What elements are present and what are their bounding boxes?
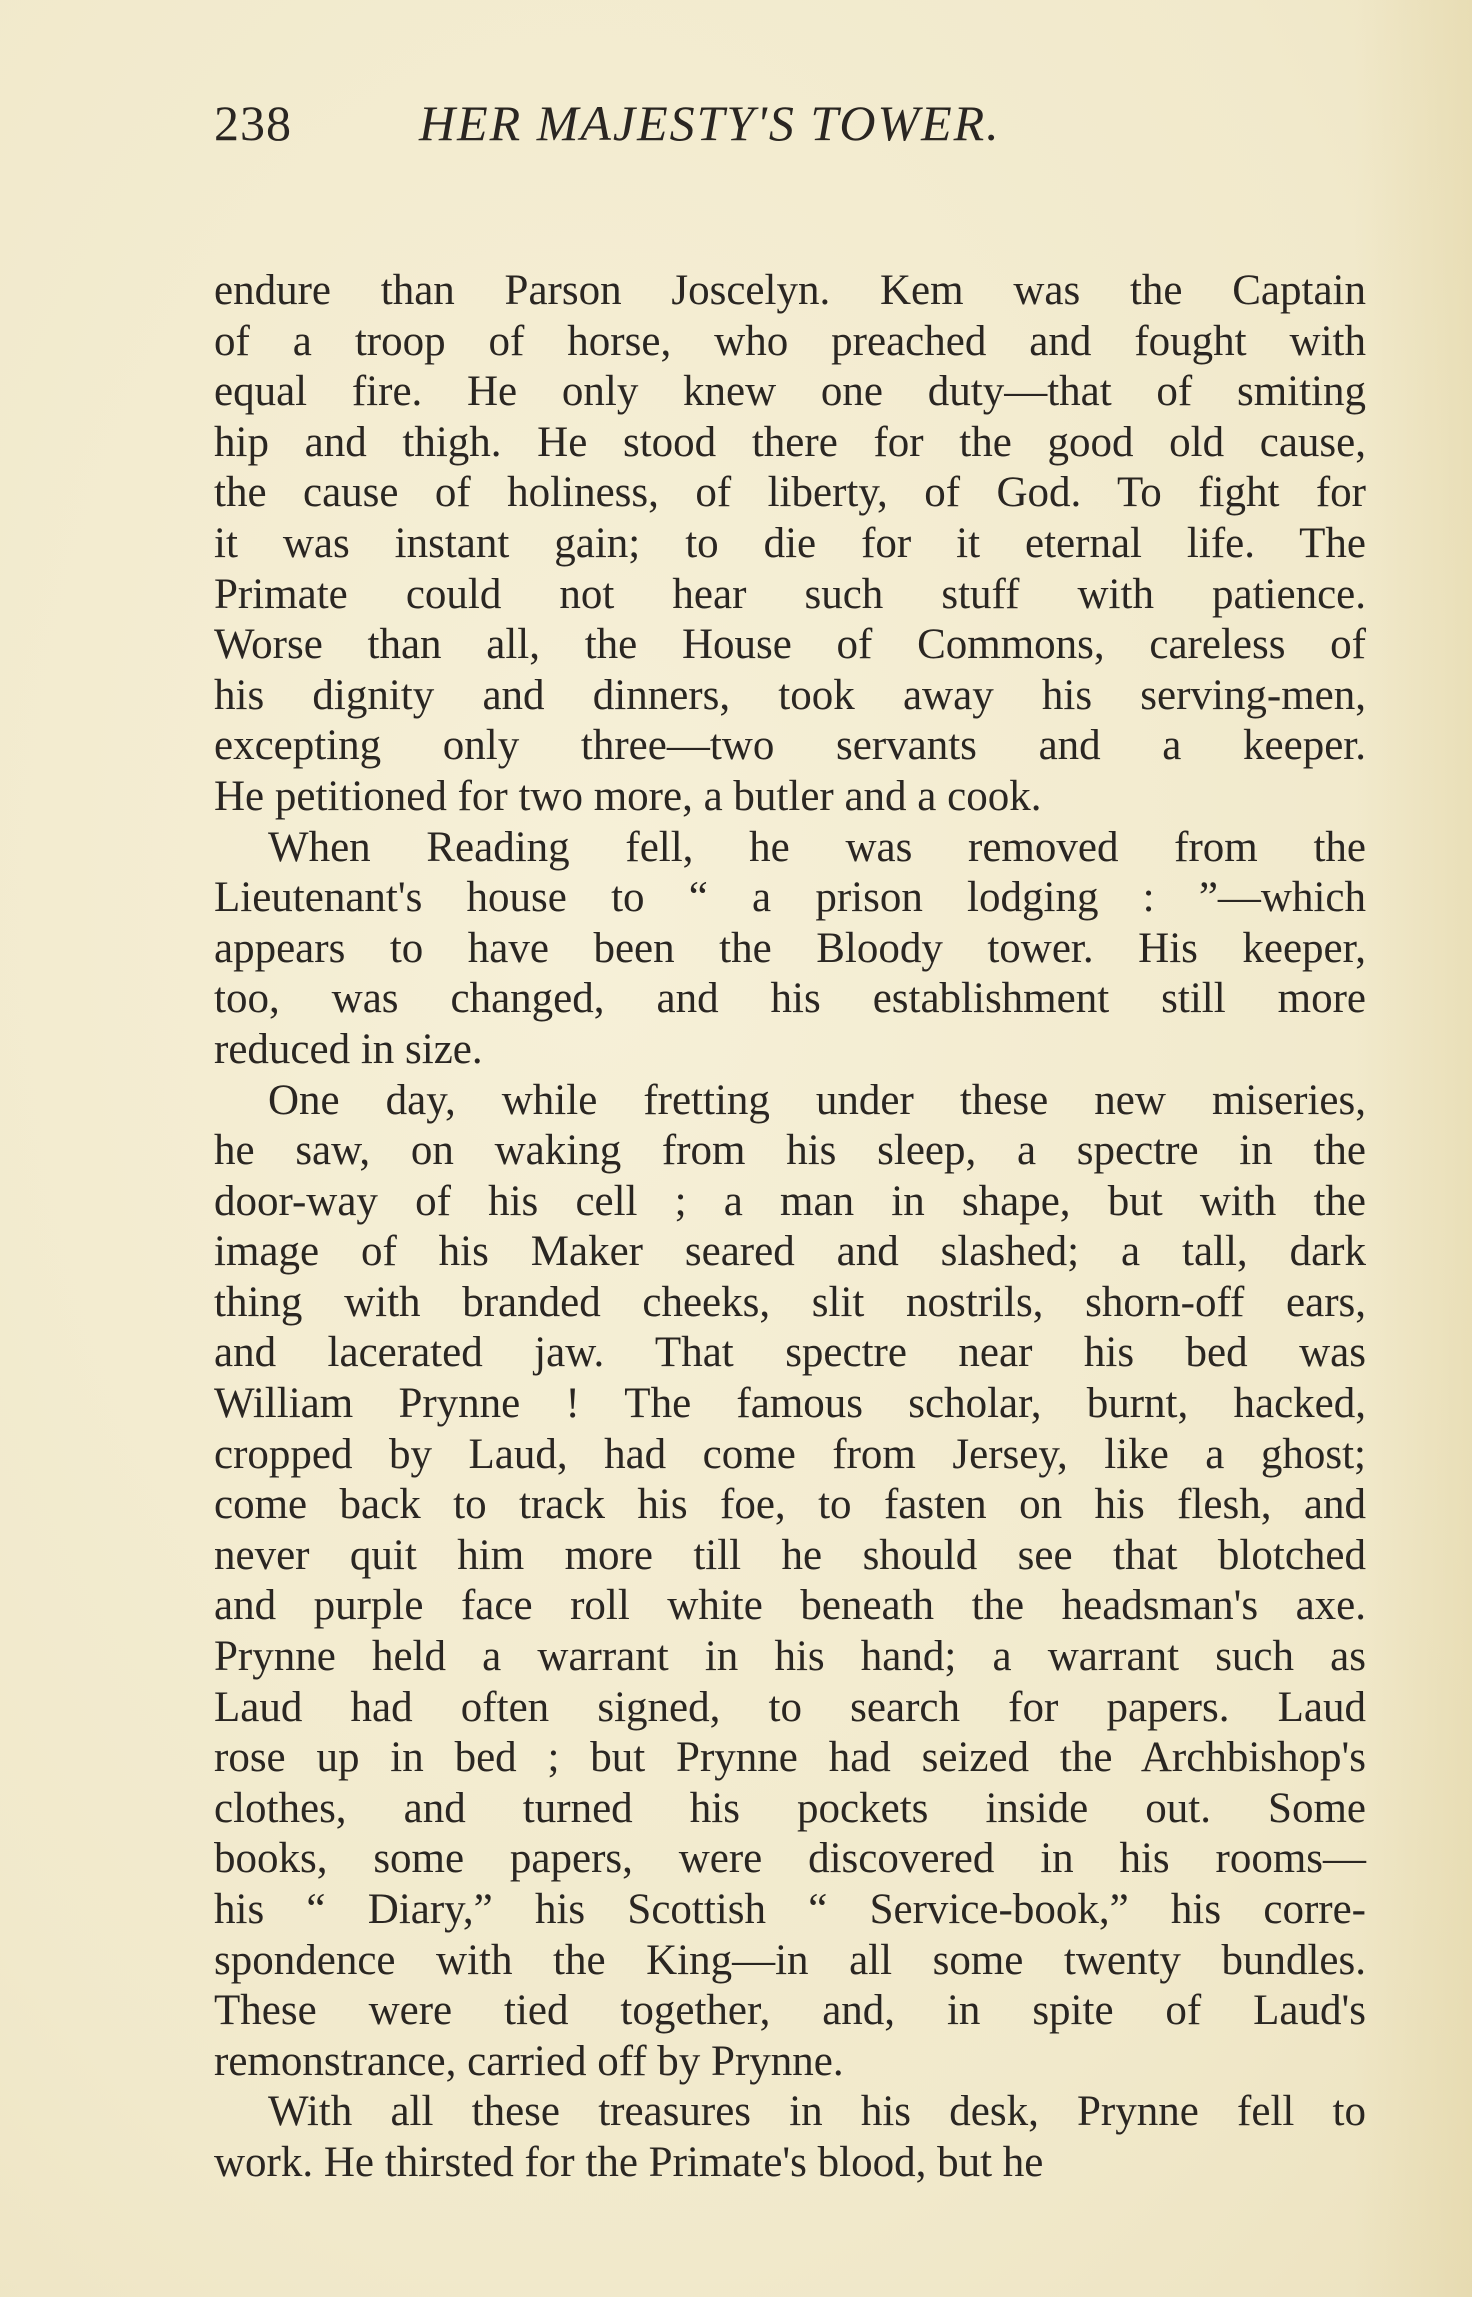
book-page — [214, 78, 1366, 2189]
text-line: Primate could not hear such stuff with patience. — [214, 570, 1366, 618]
text-line: William Prynne ! The famous scholar, burnt, hacked, — [214, 1380, 1366, 1428]
text-line: it was instant gain; to die for it eternal life. The — [214, 519, 1366, 567]
text-line: too, was changed, and his establishment still more — [214, 975, 1366, 1023]
text-line: he saw, on waking from his sleep, a spectre in the — [214, 1127, 1366, 1175]
text-line: never quit him more till he should see that blotched — [214, 1531, 1366, 1579]
running-head: HER MAJESTY'S TOWER. — [419, 95, 1001, 151]
text-line: door-way of his cell ; a man in shape, but with the — [214, 1177, 1366, 1225]
text-line: Laud had often signed, to search for papers. Laud — [214, 1683, 1366, 1731]
text-line: his dignity and dinners, took away his serving-men, — [214, 671, 1366, 719]
text-line: of a troop of horse, who preached and fought with — [214, 317, 1366, 365]
paragraph — [214, 2087, 1366, 2188]
text-line: When Reading fell, he was removed from the — [268, 823, 1366, 871]
text-line: hip and thigh. He stood there for the good old cause, — [214, 418, 1366, 466]
text-line: image of his Maker seared and slashed; a tall, dark — [214, 1228, 1366, 1276]
text-line: With all these treasures in his desk, Prynne fell to — [268, 2088, 1366, 2136]
text-line: He petitioned for two more, a butler and a cook. — [214, 772, 1042, 820]
text-line: remonstrance, carried off by Prynne. — [214, 2037, 844, 2085]
text-line: the cause of holiness, of liberty, of God. To fight for — [214, 469, 1366, 517]
page-number: 238 — [214, 95, 292, 151]
text-line: One day, while fretting under these new miseries, — [268, 1076, 1366, 1124]
text-line: Worse than all, the House of Commons, careless of — [214, 621, 1366, 669]
paragraph — [214, 823, 1366, 1076]
text-line: These were tied together, and, in spite of Laud's — [214, 1987, 1366, 2035]
text-line: clothes, and turned his pockets inside out. Some — [214, 1784, 1366, 1832]
text-line: work. He thirsted for the Primate's blood, but he — [214, 2138, 1044, 2186]
text-line: Prynne held a warrant in his hand; a warrant such as — [214, 1633, 1366, 1681]
text-line: come back to track his foe, to fasten on his flesh, and — [214, 1481, 1366, 1529]
page-header — [214, 78, 1366, 168]
text-line: Lieutenant's house to “ a prison lodging : ”—which — [214, 874, 1366, 922]
text-line: endure than Parson Joscelyn. Kem was the Captain — [214, 267, 1366, 314]
text-line: reduced in size. — [214, 1025, 483, 1073]
text-line: spondence with the King—in all some twenty bundles. — [214, 1936, 1366, 1984]
text-line: equal fire. He only knew one duty—that of smiting — [214, 368, 1366, 416]
text-line: and lacerated jaw. That spectre near his bed was — [214, 1329, 1366, 1377]
text-line: rose up in bed ; but Prynne had seized the Archbishop's — [214, 1734, 1366, 1782]
text-line: books, some papers, were discovered in his rooms— — [214, 1835, 1366, 1883]
paragraph — [214, 1076, 1366, 2088]
body-text — [214, 266, 1366, 2189]
text-line: excepting only three—two servants and a keeper. — [214, 722, 1366, 770]
paragraph — [214, 266, 1366, 823]
text-line: his “ Diary,” his Scottish “ Service-book,” his corre- — [214, 1886, 1366, 1933]
text-line: cropped by Laud, had come from Jersey, like a ghost; — [214, 1430, 1366, 1478]
text-line: thing with branded cheeks, slit nostrils, shorn-off ears, — [214, 1278, 1366, 1326]
text-line: appears to have been the Bloody tower. His keeper, — [214, 924, 1366, 972]
text-line: and purple face roll white beneath the headsman's axe. — [214, 1582, 1366, 1630]
